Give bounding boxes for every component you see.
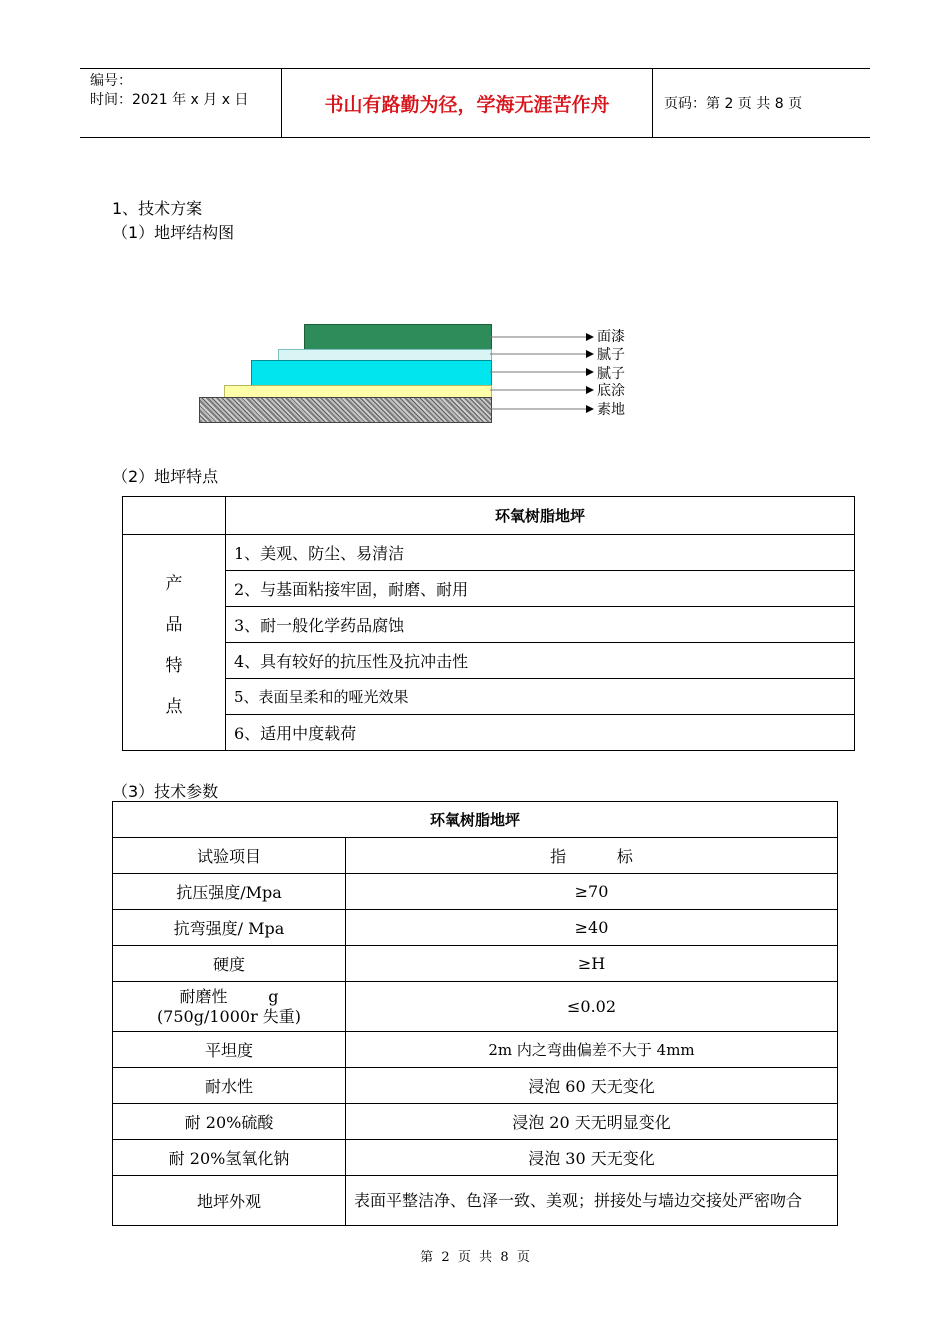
param-item-line1: 耐磨性 g xyxy=(179,986,279,1006)
param-item-line2: (750g/1000r 失重) xyxy=(156,1006,302,1026)
param-item: 平坦度 xyxy=(113,1032,346,1068)
features-table-header: 环氧树脂地坪 xyxy=(226,497,855,535)
page-header xyxy=(80,68,870,138)
params-table-header: 环氧树脂地坪 xyxy=(113,802,838,838)
side-char: 产 xyxy=(165,573,183,594)
layer-label-putty-1: 腻子 xyxy=(597,347,625,363)
param-item: 抗弯强度/ Mpa xyxy=(113,910,346,946)
section-1-subtitle: （1）地坪结构图 xyxy=(112,223,235,242)
header-page-info: 页码：第 2 页 共 8 页 xyxy=(664,96,803,112)
date-label: 时间：2021 年 x 月 x 日 xyxy=(90,92,249,108)
side-char: 特 xyxy=(165,655,183,676)
header-motto: 书山有路勤为径，学海无涯苦作舟 xyxy=(282,69,653,137)
params-col-header-value: 指 标 xyxy=(346,838,838,874)
feature-item: 5、表面呈柔和的哑光效果 xyxy=(226,679,855,715)
param-item: 地坪外观 xyxy=(113,1176,346,1226)
param-value: 表面平整洁净、色泽一致、美观；拼接处与墙边交接处严密吻合 xyxy=(346,1176,838,1226)
features-side-label xyxy=(123,535,226,751)
param-item: 耐 20%硫酸 xyxy=(113,1104,346,1140)
feature-item: 2、与基面粘接牢固，耐磨、耐用 xyxy=(226,571,855,607)
param-value: 浸泡 20 天无明显变化 xyxy=(346,1104,838,1140)
param-item: 耐水性 xyxy=(113,1068,346,1104)
feature-item: 1、美观、防尘、易清洁 xyxy=(226,535,855,571)
feature-item: 6、适用中度载荷 xyxy=(226,715,855,751)
layer-base xyxy=(199,397,492,423)
number-label: 编号： xyxy=(90,73,132,89)
layer-label-putty-2: 腻子 xyxy=(597,366,625,382)
param-value: ≥40 xyxy=(346,910,838,946)
layer-putty xyxy=(251,360,492,386)
tech-params-table xyxy=(112,801,838,1226)
section-3-title: （3）技术参数 xyxy=(112,782,219,801)
side-char: 点 xyxy=(165,696,183,717)
params-col-header-item: 试验项目 xyxy=(113,838,346,874)
param-value: ≤0.02 xyxy=(346,982,838,1032)
layer-label-primer: 底涂 xyxy=(597,383,625,399)
param-item: 耐 20%氢氧化钠 xyxy=(113,1140,346,1176)
layer-label-topcoat: 面漆 xyxy=(597,329,625,345)
features-corner-cell xyxy=(123,497,226,535)
param-item: 抗压强度/Mpa xyxy=(113,874,346,910)
param-value: 2m 内之弯曲偏差不大于 4mm xyxy=(346,1032,838,1068)
feature-item: 3、耐一般化学药品腐蚀 xyxy=(226,607,855,643)
feature-item: 4、具有较好的抗压性及抗冲击性 xyxy=(226,643,855,679)
layer-topcoat xyxy=(304,324,492,350)
param-value: 浸泡 60 天无变化 xyxy=(346,1068,838,1104)
layer-label-base: 素地 xyxy=(597,402,625,418)
layer-leader-lines xyxy=(488,325,598,420)
param-value: ≥70 xyxy=(346,874,838,910)
side-char: 品 xyxy=(165,614,183,635)
section-2-title: （2）地坪特点 xyxy=(112,467,219,486)
features-table xyxy=(122,496,855,751)
page-footer: 第 2 页 共 8 页 xyxy=(420,1250,530,1265)
param-item: 硬度 xyxy=(113,946,346,982)
param-value: 浸泡 30 天无变化 xyxy=(346,1140,838,1176)
header-meta xyxy=(80,69,282,137)
param-item xyxy=(113,982,346,1032)
section-1-title: 1、技术方案 xyxy=(112,199,203,218)
param-value: ≥H xyxy=(346,946,838,982)
